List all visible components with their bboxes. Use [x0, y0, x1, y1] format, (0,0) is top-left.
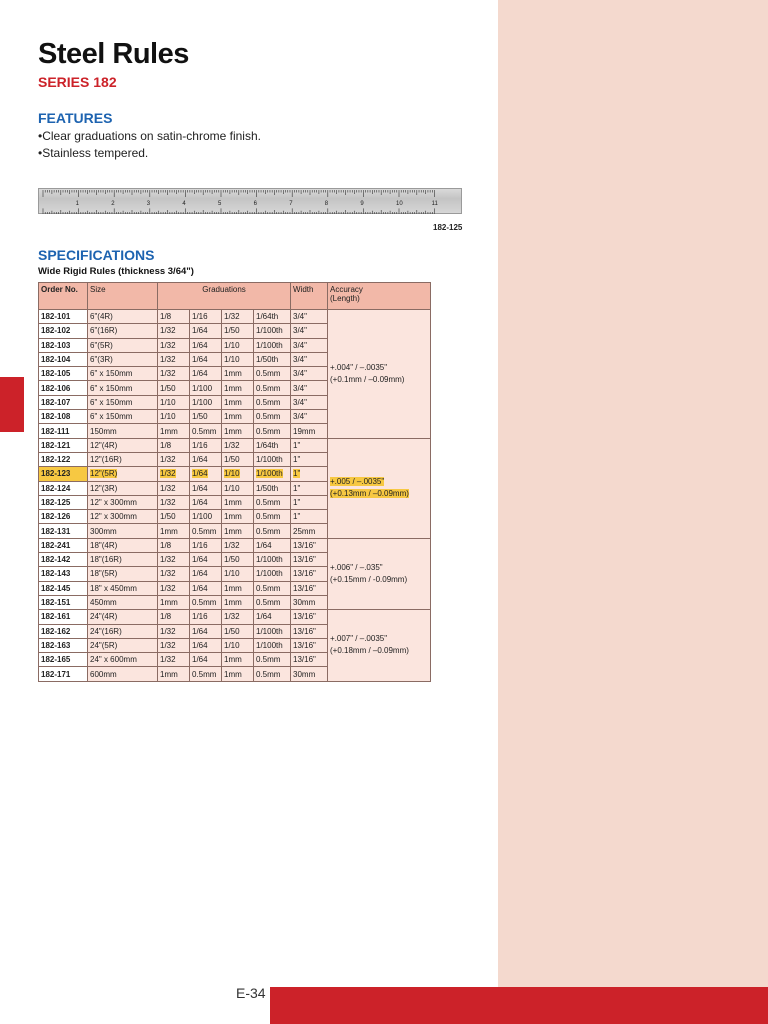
steel-rule-image	[38, 188, 462, 214]
cell-order-no: 182-162	[39, 624, 88, 638]
cell-graduation: 1/50th	[254, 481, 291, 495]
cell-graduation: 1/64	[190, 324, 222, 338]
cell-size: 6"(5R)	[88, 338, 158, 352]
highlight-mark: 1/64	[192, 469, 208, 479]
specifications-table	[38, 282, 431, 682]
cell-width: 3/4"	[291, 410, 328, 424]
table-row	[39, 538, 431, 552]
cell-width: 1"	[291, 495, 328, 509]
cell-size: 6" x 150mm	[88, 367, 158, 381]
highlight-mark: 1/100th	[256, 469, 283, 479]
cell-graduation: 1/100	[190, 381, 222, 395]
cell-size	[88, 467, 158, 481]
cell-graduation: 1/100th	[254, 338, 291, 352]
col-size: Size	[88, 283, 158, 310]
ruler-caption: 182-125	[433, 223, 463, 232]
cell-size: 18"(16R)	[88, 553, 158, 567]
cell-size: 150mm	[88, 424, 158, 438]
cell-order-no: 182-151	[39, 595, 88, 609]
cell-width: 13/16"	[291, 581, 328, 595]
ruler-number: 10	[396, 201, 403, 207]
cell-graduation: 1mm	[222, 410, 254, 424]
cell-graduation: 0.5mm	[254, 424, 291, 438]
cell-graduation: 1mm	[222, 367, 254, 381]
accuracy-metric: (+0.13mm / –0.09mm)	[330, 489, 409, 499]
cell-graduation: 1mm	[222, 395, 254, 409]
page-number: E-34	[236, 985, 266, 1001]
cell-graduation: 1/8	[158, 610, 190, 624]
cell-graduation: 1mm	[158, 595, 190, 609]
highlight-mark: 1"	[293, 469, 301, 479]
cell-graduation: 1/10	[158, 395, 190, 409]
col-accuracy	[328, 283, 431, 310]
cell-graduation: 1/100th	[254, 567, 291, 581]
cell-width: 3/4"	[291, 352, 328, 366]
cell-width: 30mm	[291, 595, 328, 609]
cell-graduation: 1/32	[158, 481, 190, 495]
cell-order-no: 182-125	[39, 495, 88, 509]
cell-graduation: 1/100th	[254, 553, 291, 567]
cell-graduation: 1/32	[158, 338, 190, 352]
cell-graduation: 1/64	[254, 610, 291, 624]
cell-graduation: 1/64	[190, 638, 222, 652]
ruler-number: 3	[146, 201, 151, 207]
cell-order-no: 182-121	[39, 438, 88, 452]
cell-size: 6" x 150mm	[88, 395, 158, 409]
cell-graduation: 1/64	[190, 452, 222, 466]
cell-graduation: 1mm	[222, 381, 254, 395]
cell-order-no: 182-142	[39, 553, 88, 567]
cell-graduation: 1/50	[222, 553, 254, 567]
section-tab-marker	[0, 377, 24, 432]
cell-size: 24" x 600mm	[88, 653, 158, 667]
cell-graduation: 0.5mm	[190, 424, 222, 438]
cell-width: 3/4"	[291, 338, 328, 352]
cell-order-no: 182-241	[39, 538, 88, 552]
cell-order-no: 182-171	[39, 667, 88, 681]
page-title: Steel Rules	[38, 38, 189, 70]
cell-graduation: 1/50	[222, 452, 254, 466]
cell-order-no: 182-105	[39, 367, 88, 381]
cell-graduation: 1/8	[158, 310, 190, 324]
table-header-row	[39, 283, 431, 310]
cell-width: 19mm	[291, 424, 328, 438]
cell-graduation: 1/16	[190, 310, 222, 324]
accuracy-metric: (+0.18mm / –0.09mm)	[330, 646, 409, 656]
cell-size: 24"(5R)	[88, 638, 158, 652]
cell-graduation: 1/32	[158, 495, 190, 509]
cell-width: 13/16"	[291, 553, 328, 567]
cell-width: 3/4"	[291, 381, 328, 395]
cell-accuracy	[328, 538, 431, 609]
cell-graduation: 1/32	[222, 610, 254, 624]
cell-graduation: 1/32	[158, 452, 190, 466]
cell-graduation: 1/10	[222, 352, 254, 366]
cell-size: 6" x 150mm	[88, 381, 158, 395]
cell-graduation: 1/50	[222, 324, 254, 338]
cell-width: 3/4"	[291, 367, 328, 381]
cell-graduation: 1/64	[254, 538, 291, 552]
accuracy-imperial: +.005 / –.0035"	[330, 477, 385, 487]
cell-width	[291, 467, 328, 481]
cell-size: 6"(3R)	[88, 352, 158, 366]
features-list	[38, 128, 261, 162]
cell-order-no: 182-124	[39, 481, 88, 495]
cell-order-no: 182-103	[39, 338, 88, 352]
cell-graduation: 1/10	[222, 481, 254, 495]
cell-order-no: 182-101	[39, 310, 88, 324]
cell-width: 3/4"	[291, 324, 328, 338]
cell-accuracy	[328, 438, 431, 538]
cell-size: 6"(4R)	[88, 310, 158, 324]
cell-order-no: 182-111	[39, 424, 88, 438]
cell-graduation: 1/32	[158, 352, 190, 366]
cell-graduation: 1/8	[158, 538, 190, 552]
cell-graduation: 1/16	[190, 610, 222, 624]
cell-graduation: 1/64	[190, 352, 222, 366]
cell-accuracy	[328, 610, 431, 681]
cell-graduation: 0.5mm	[190, 667, 222, 681]
cell-graduation: 1mm	[222, 581, 254, 595]
cell-size: 300mm	[88, 524, 158, 538]
cell-order-no: 182-122	[39, 452, 88, 466]
cell-graduation: 1mm	[158, 667, 190, 681]
cell-graduation: 1/8	[158, 438, 190, 452]
cell-graduation: 1/64	[190, 624, 222, 638]
ruler-number: 6	[253, 201, 257, 207]
cell-graduation: 1/64	[190, 481, 222, 495]
cell-graduation: 1/10	[222, 567, 254, 581]
cell-order-no: 182-126	[39, 510, 88, 524]
cell-graduation: 0.5mm	[254, 410, 291, 424]
cell-graduation: 1/50	[158, 510, 190, 524]
cell-graduation: 1/16	[190, 438, 222, 452]
cell-width: 13/16"	[291, 624, 328, 638]
cell-size: 6" x 150mm	[88, 410, 158, 424]
cell-graduation: 1/50	[190, 410, 222, 424]
cell-width: 13/16"	[291, 638, 328, 652]
cell-graduation: 0.5mm	[190, 595, 222, 609]
cell-size: 12" x 300mm	[88, 495, 158, 509]
cell-graduation	[158, 467, 190, 481]
cell-graduation: 1/32	[158, 567, 190, 581]
col-accuracy-line2: (Length)	[330, 294, 360, 303]
table-title: Wide Rigid Rules (thickness 3/64")	[38, 266, 194, 277]
ruler-number: 8	[324, 201, 329, 207]
cell-size: 24"(16R)	[88, 624, 158, 638]
cell-graduation: 0.5mm	[254, 595, 291, 609]
specifications-heading: SPECIFICATIONS	[38, 247, 155, 263]
cell-order-no: 182-102	[39, 324, 88, 338]
ruler-number: 7	[289, 201, 293, 207]
cell-graduation: 1/50	[158, 381, 190, 395]
cell-order-no: 182-123	[39, 467, 88, 481]
cell-size: 12" x 300mm	[88, 510, 158, 524]
cell-graduation: 1/64	[190, 338, 222, 352]
highlight-mark: 1/32	[160, 469, 176, 479]
ruler-graduations	[39, 189, 463, 215]
cell-graduation: 1/10	[222, 338, 254, 352]
cell-size: 6"(16R)	[88, 324, 158, 338]
cell-size: 24"(4R)	[88, 610, 158, 624]
table-row	[39, 310, 431, 324]
col-accuracy-line1: Accuracy	[330, 285, 363, 294]
cell-graduation: 1/32	[158, 581, 190, 595]
cell-graduation: 1/100th	[254, 324, 291, 338]
cell-graduation: 1/10	[158, 410, 190, 424]
cell-order-no: 182-131	[39, 524, 88, 538]
cell-accuracy	[328, 310, 431, 439]
cell-order-no: 182-165	[39, 653, 88, 667]
cell-graduation: 1/64th	[254, 438, 291, 452]
col-width: Width	[291, 283, 328, 310]
cell-graduation: 1/32	[158, 324, 190, 338]
cell-order-no: 182-145	[39, 581, 88, 595]
cell-graduation: 1/64th	[254, 310, 291, 324]
cell-graduation: 1/100th	[254, 624, 291, 638]
cell-graduation: 1/32	[222, 538, 254, 552]
cell-graduation: 1mm	[222, 495, 254, 509]
cell-graduation: 1/100th	[254, 638, 291, 652]
cell-graduation: 1/50	[222, 624, 254, 638]
table-row	[39, 438, 431, 452]
accuracy-imperial: +.006" / –.035"	[330, 562, 383, 572]
series-label: SERIES 182	[38, 74, 117, 90]
cell-graduation: 1/64	[190, 367, 222, 381]
cell-graduation: 1mm	[222, 524, 254, 538]
cell-graduation: 1/100th	[254, 452, 291, 466]
cell-graduation: 1/100	[190, 395, 222, 409]
ruler-number: 5	[218, 201, 222, 207]
cell-width: 1"	[291, 481, 328, 495]
cell-width: 25mm	[291, 524, 328, 538]
cell-graduation: 1/64	[190, 567, 222, 581]
cell-width: 30mm	[291, 667, 328, 681]
cell-order-no: 182-107	[39, 395, 88, 409]
cell-graduation: 1/50th	[254, 352, 291, 366]
cell-graduation: 1mm	[222, 424, 254, 438]
cell-graduation: 0.5mm	[254, 524, 291, 538]
cell-width: 3/4"	[291, 310, 328, 324]
cell-size: 18" x 450mm	[88, 581, 158, 595]
accuracy-metric: (+0.15mm / -0.09mm)	[330, 574, 408, 584]
cell-size: 600mm	[88, 667, 158, 681]
cell-graduation: 1/32	[158, 553, 190, 567]
accuracy-metric: (+0.1mm / –0.09mm)	[330, 374, 405, 384]
ruler-number: 2	[111, 201, 115, 207]
cell-graduation: 1/64	[190, 495, 222, 509]
cell-order-no: 182-104	[39, 352, 88, 366]
cell-width: 13/16"	[291, 567, 328, 581]
ruler-number: 9	[360, 201, 364, 207]
cell-width: 13/16"	[291, 653, 328, 667]
cell-order-no: 182-106	[39, 381, 88, 395]
highlight-mark: 12"(5R)	[90, 469, 118, 479]
cell-graduation: 0.5mm	[254, 653, 291, 667]
cell-width: 13/16"	[291, 610, 328, 624]
cell-graduation: 1/64	[190, 553, 222, 567]
cell-order-no: 182-143	[39, 567, 88, 581]
highlight-mark: 1/10	[224, 469, 240, 479]
cell-size: 450mm	[88, 595, 158, 609]
accuracy-imperial: +.004" / –.0035"	[330, 362, 388, 372]
cell-order-no: 182-161	[39, 610, 88, 624]
cell-order-no: 182-163	[39, 638, 88, 652]
cell-size: 18"(4R)	[88, 538, 158, 552]
feature-item: • Clear graduations on satin-chrome finish.	[38, 128, 261, 145]
cell-graduation: 1mm	[158, 524, 190, 538]
cell-graduation	[222, 467, 254, 481]
cell-size: 12"(4R)	[88, 438, 158, 452]
footer-bar	[270, 987, 768, 1024]
cell-graduation: 0.5mm	[254, 581, 291, 595]
cell-graduation: 1/100	[190, 510, 222, 524]
cell-graduation: 0.5mm	[254, 667, 291, 681]
cell-width: 1"	[291, 452, 328, 466]
cell-width: 1"	[291, 438, 328, 452]
cell-graduation: 0.5mm	[254, 367, 291, 381]
cell-graduation: 1mm	[222, 667, 254, 681]
table-body	[39, 310, 431, 682]
right-side-panel	[498, 0, 768, 1024]
cell-graduation: 1mm	[158, 424, 190, 438]
cell-graduation: 1/32	[158, 638, 190, 652]
features-heading: FEATURES	[38, 110, 113, 126]
ruler-number: 11	[431, 201, 438, 207]
cell-graduation	[190, 467, 222, 481]
table-row	[39, 610, 431, 624]
cell-graduation: 1mm	[222, 510, 254, 524]
cell-graduation: 0.5mm	[254, 495, 291, 509]
cell-graduation	[254, 467, 291, 481]
cell-graduation: 1/32	[222, 438, 254, 452]
cell-graduation: 1/32	[158, 367, 190, 381]
cell-graduation: 1/64	[190, 653, 222, 667]
cell-graduation: 1mm	[222, 595, 254, 609]
cell-width: 13/16"	[291, 538, 328, 552]
cell-width: 3/4"	[291, 395, 328, 409]
cell-graduation: 1/64	[190, 581, 222, 595]
ruler-number: 4	[182, 201, 186, 207]
cell-size: 12"(3R)	[88, 481, 158, 495]
cell-graduation: 1/32	[158, 653, 190, 667]
cell-graduation: 1mm	[222, 653, 254, 667]
ruler-number: 1	[75, 201, 79, 207]
col-order-no: Order No.	[39, 283, 88, 310]
accuracy-imperial: +.007" / –.0035"	[330, 634, 388, 644]
cell-size: 18"(5R)	[88, 567, 158, 581]
cell-graduation: 1/32	[222, 310, 254, 324]
col-graduations: Graduations	[158, 283, 291, 310]
cell-size: 12"(16R)	[88, 452, 158, 466]
feature-item: • Stainless tempered.	[38, 145, 261, 162]
cell-graduation: 0.5mm	[254, 381, 291, 395]
cell-graduation: 0.5mm	[254, 395, 291, 409]
cell-graduation: 0.5mm	[254, 510, 291, 524]
cell-graduation: 0.5mm	[190, 524, 222, 538]
cell-order-no: 182-108	[39, 410, 88, 424]
cell-width: 1"	[291, 510, 328, 524]
cell-graduation: 1/16	[190, 538, 222, 552]
cell-graduation: 1/32	[158, 624, 190, 638]
cell-graduation: 1/10	[222, 638, 254, 652]
